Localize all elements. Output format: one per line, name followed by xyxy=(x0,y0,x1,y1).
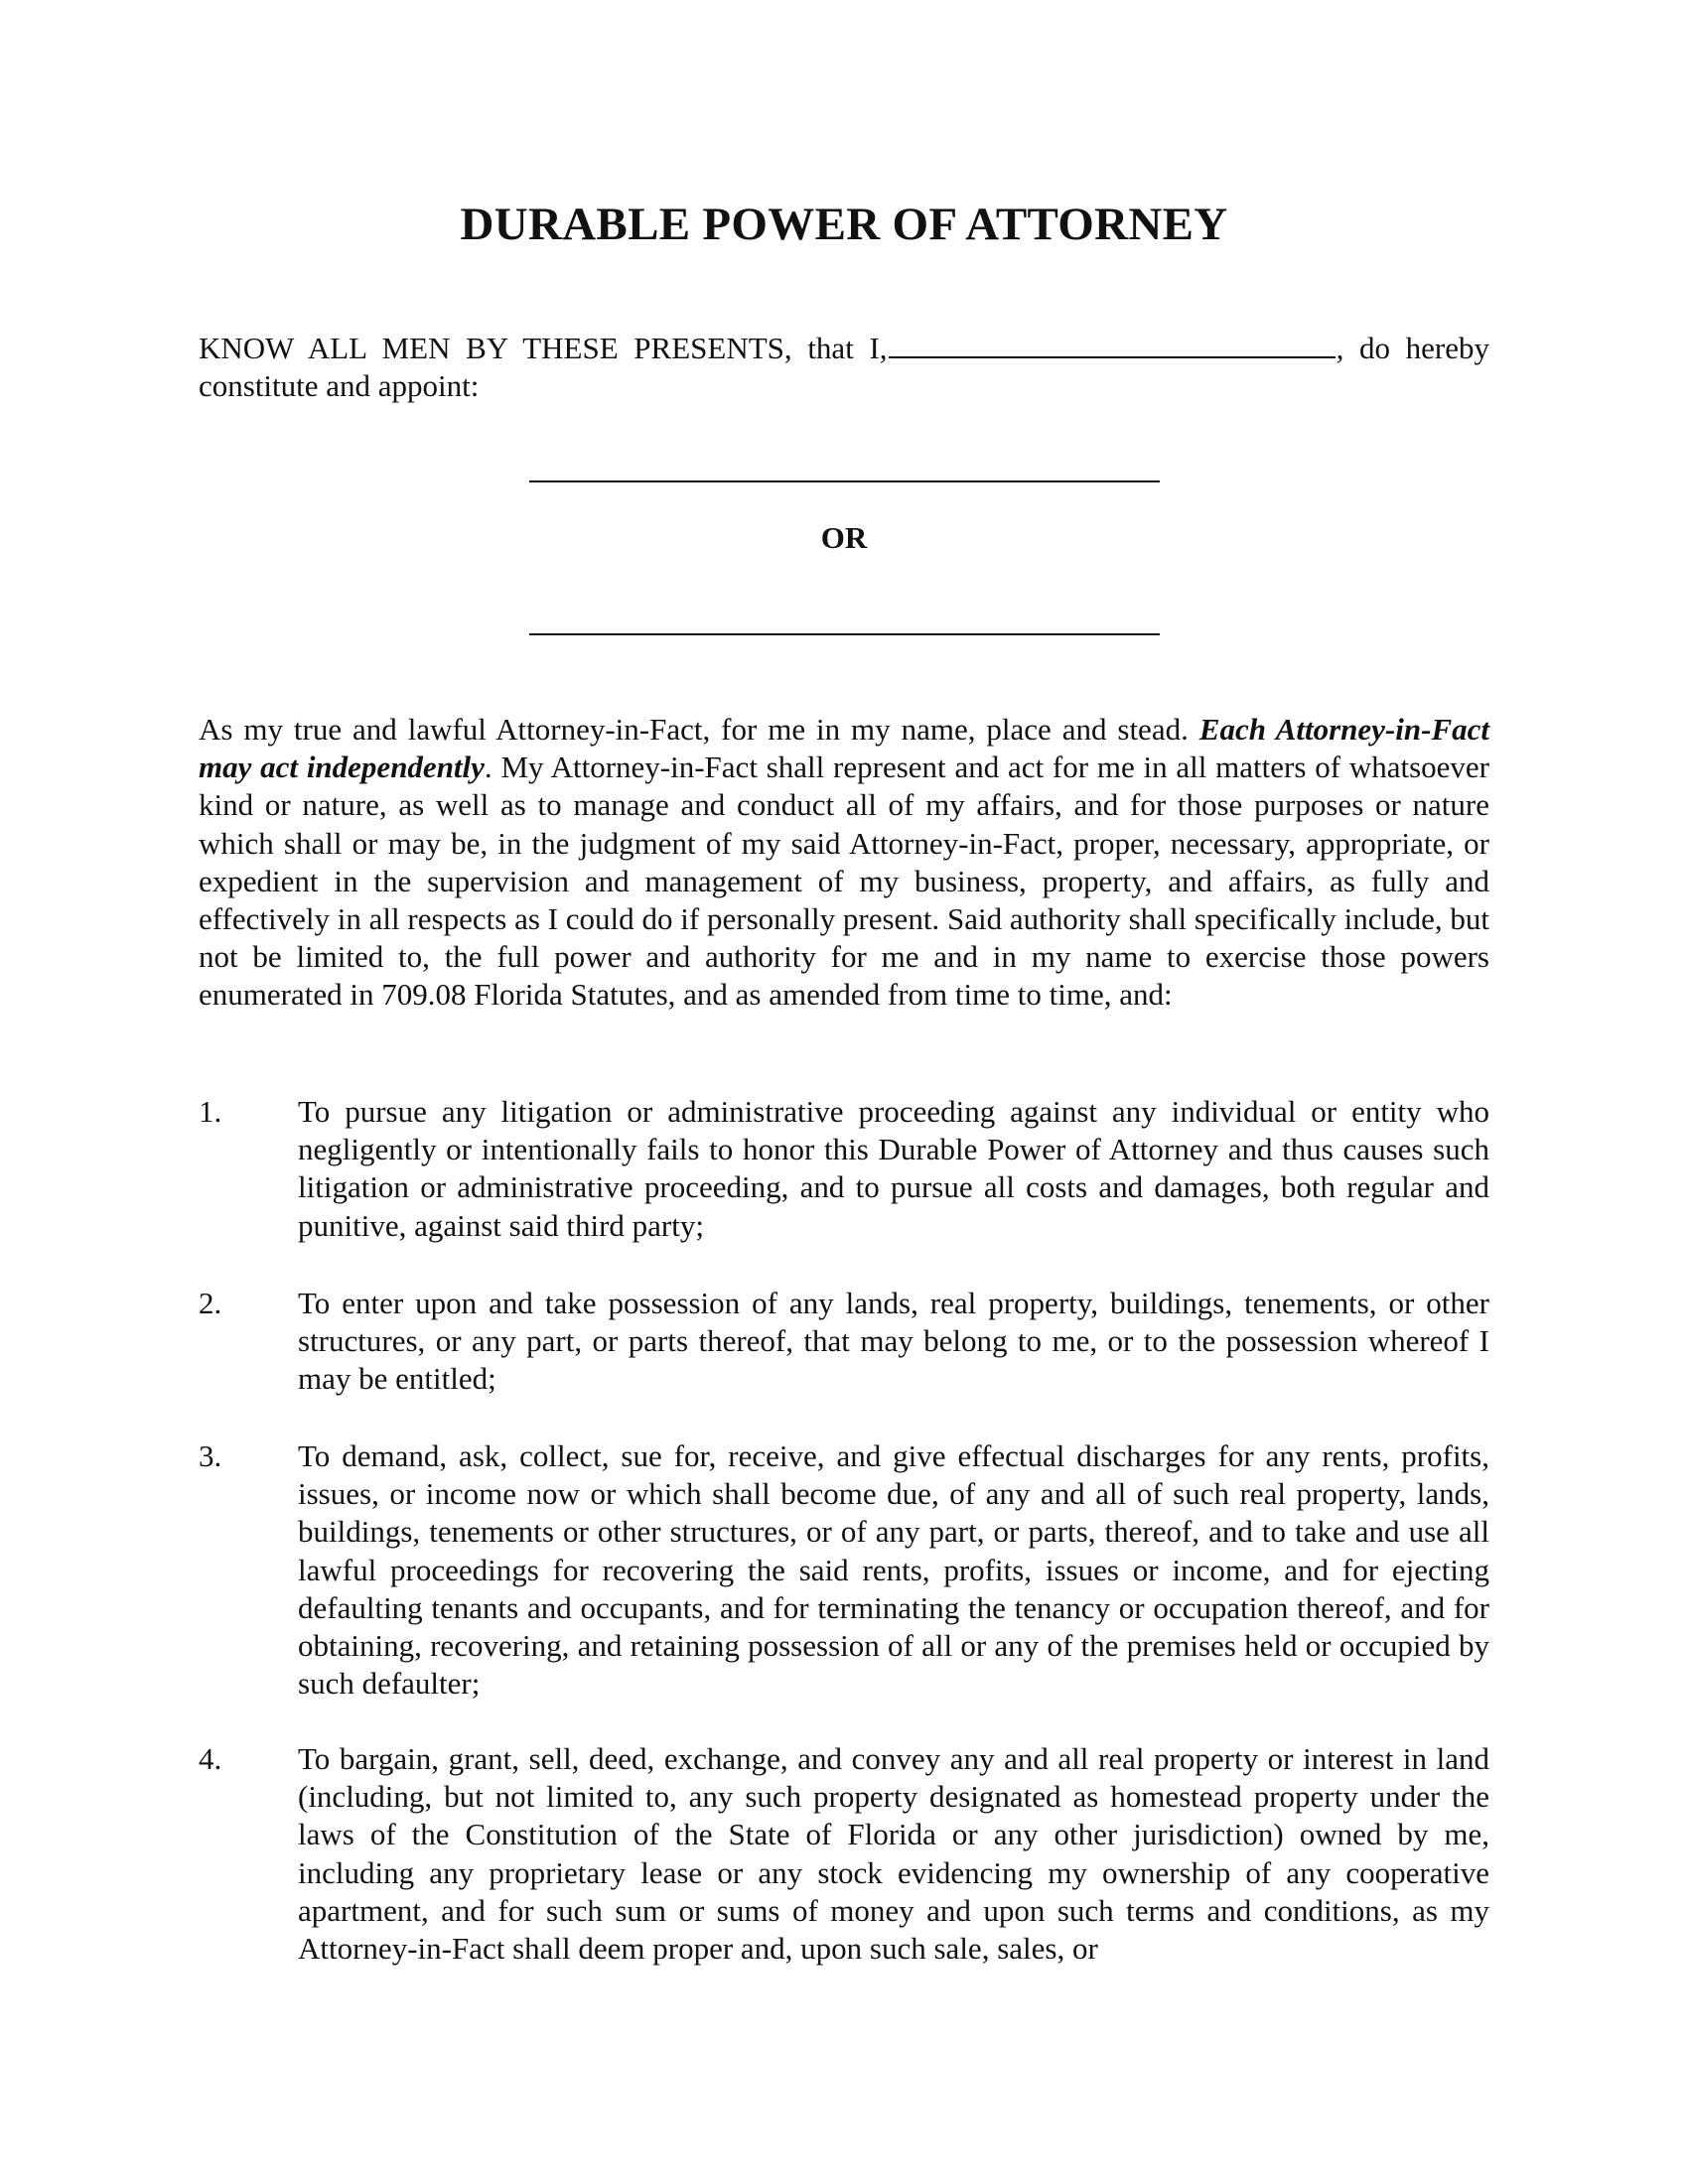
main-paragraph-emphasis: Each Attorney-in-Fact may act independently xyxy=(199,712,1489,785)
list-item-number: 3. xyxy=(199,1438,222,1473)
list-item-text: To pursue any litigation or administrative proceeding against any individual or entity who negligently or intentionally fails to honor this Durable Power of Attorney and thus causes such litigation or administrative proceeding, and to pursue all costs and damages, both regular and punitive, against said third party; xyxy=(298,1094,1489,1243)
list-item-text: To bargain, grant, sell, deed, exchange, and convey any and all real property or interest in land (including, but not limited to, any such property designated as homestead property under the laws of the Constitution of the State of Florida or any other jurisdiction) owned by me, including any proprietary lease or any stock evidencing my ownership of any cooperative apartment, and for such sum or sums of money and upon such terms and conditions, as my Attorney-in-Fact shall deem proper and, upon such sale, sales, or xyxy=(298,1741,1489,1967)
or-label: OR xyxy=(820,520,868,555)
intro-paragraph xyxy=(199,330,1489,405)
intro-text-after: , do hereby constitute and appoint: xyxy=(199,331,1490,403)
intro-text-before: KNOW ALL MEN BY THESE PRESENTS, that I, xyxy=(199,331,888,365)
main-paragraph xyxy=(199,711,1489,1015)
list-item-number: 4. xyxy=(199,1741,222,1776)
list-item-text: To enter upon and take possession of any lands, real property, buildings, tenements, or other structures, or any part, or parts thereof, that may belong to me, or to the possession whereof I may be entitled; xyxy=(298,1286,1489,1397)
attorney-in-fact-blank-2[interactable] xyxy=(529,633,1160,635)
list-item xyxy=(199,1093,1489,1245)
main-paragraph-part1: As my true and lawful Attorney-in-Fact, for me in my name, place and stead. xyxy=(199,712,1199,747)
attorney-in-fact-blank-1[interactable] xyxy=(529,480,1160,482)
list-item xyxy=(199,1740,1489,1968)
principal-name-blank[interactable] xyxy=(889,331,1336,358)
document-title: DURABLE POWER OF ATTORNEY xyxy=(460,199,1228,250)
list-item xyxy=(199,1437,1489,1703)
list-item xyxy=(199,1285,1489,1399)
list-item-number: 2. xyxy=(199,1286,222,1320)
list-item-text: To demand, ask, collect, sue for, receive, and give effectual discharges for any rents, profits, issues, or income now or which shall become due, of any and all of such real property, lands, buildings, tenements or other structures, or of any part, or parts, thereof, and to take and use all lawful proceedings for recovering the said rents, profits, issues or income, and for ejecting defaulting tenants and occupants, and for terminating the tenancy or occupation thereof, and for obtaining, recovering, and retaining possession of all or any of the premises held or occupied by such defaulter; xyxy=(298,1438,1489,1702)
main-paragraph-part2: . My Attorney-in-Fact shall represent and act for me in all matters of whatsoever kind or nature, as well as to manage and conduct all of my affairs, and for those purposes or nature which shall or may be, in the judgment of my said Attorney-in-Fact, proper, necessary, appropriate, or expedient in the supervision and management of my business, property, and affairs, as fully and effectively in all respects as I could do if personally present. Said authority shall specifically include, but not be limited to, the full power and authority for me and in my name to exercise those powers enumerated in 709.08 Florida Statutes, and as amended from time to time, and: xyxy=(199,750,1489,1013)
list-item-number: 1. xyxy=(199,1094,222,1129)
